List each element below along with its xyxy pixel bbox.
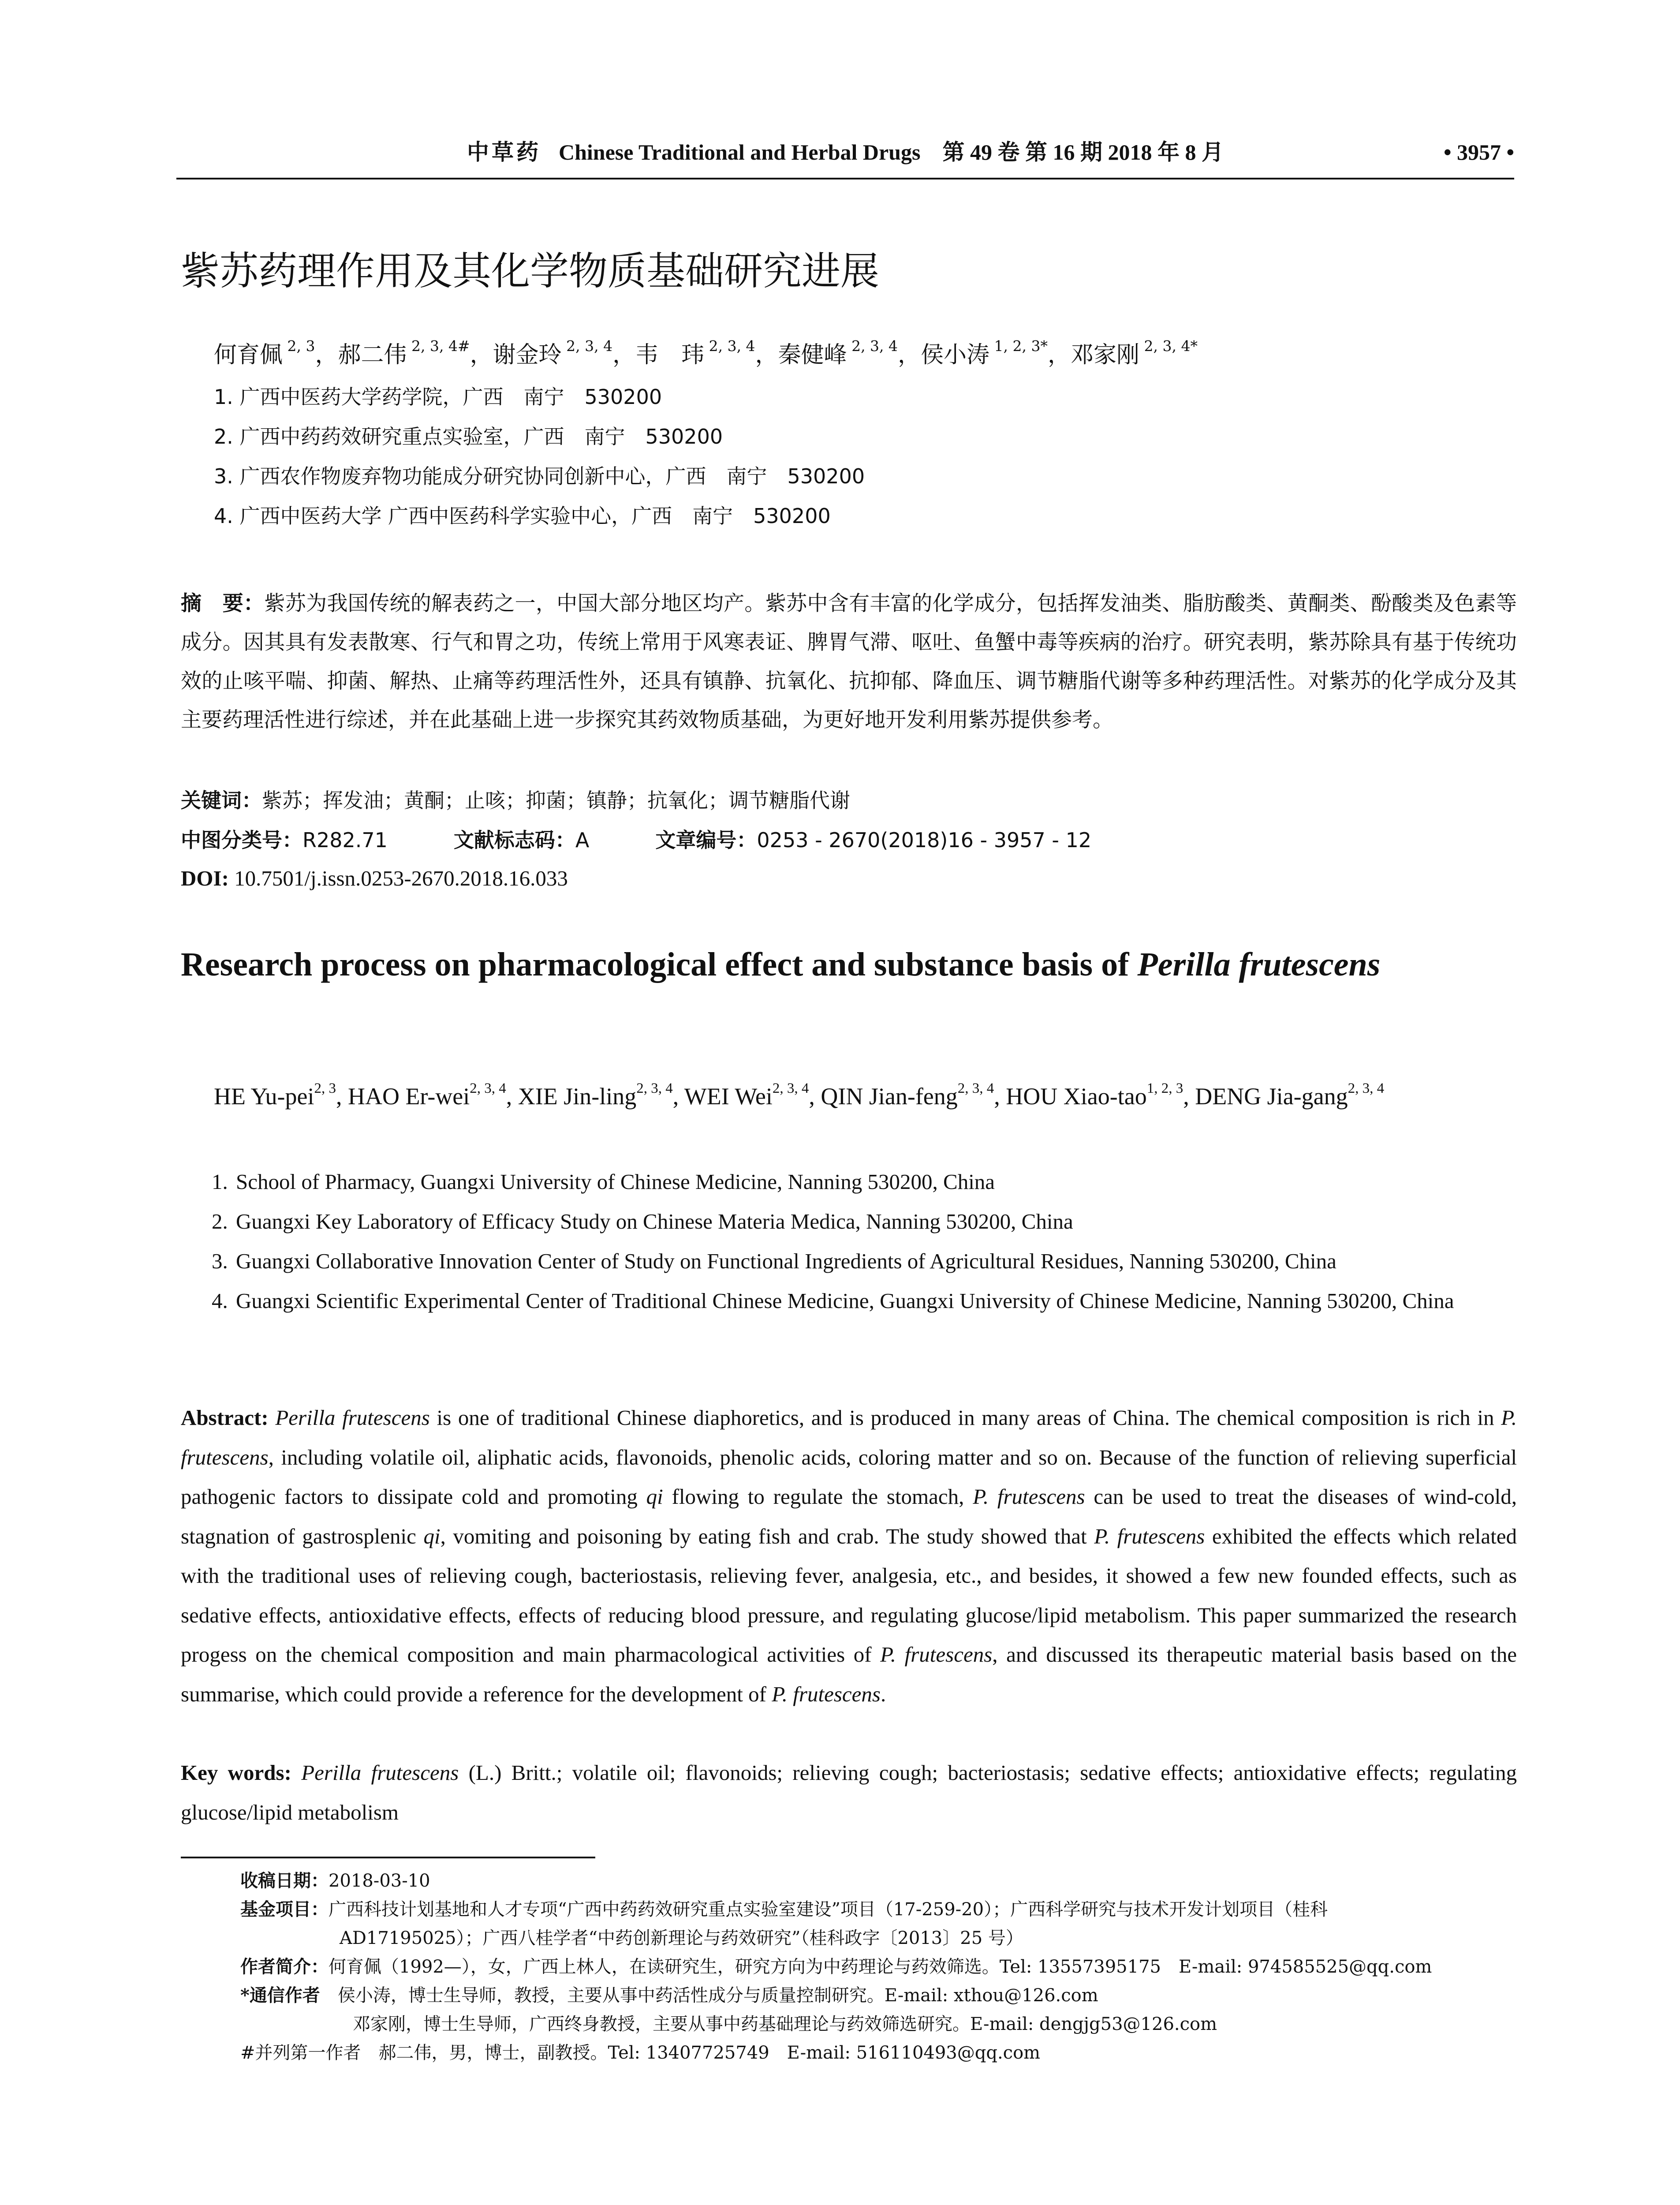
chinese-affiliation-1: 1. 广西中医药大学药学院，广西 南宁 530200 xyxy=(214,385,662,409)
affiliation-text: Guangxi Scientific Experimental Center of Traditional Chinese Medicine, Guangxi University of Chinese Medicine, Nanning 530200, China xyxy=(236,1289,1454,1313)
english-author: HE Yu-pei xyxy=(214,1083,314,1110)
affiliation-text: School of Pharmacy, Guangxi University of Chinese Medicine, Nanning 530200, China xyxy=(236,1170,995,1194)
fund-line-2: AD17195025）；广西八桂学者“中药创新理论与药效研究”（桂科政字〔2013〕25 号） xyxy=(340,1928,1023,1948)
affiliation-number: 3. xyxy=(212,1249,228,1273)
affiliation-number: 2. xyxy=(212,1209,228,1233)
english-keywords-label: Key words: xyxy=(181,1760,291,1785)
author-affiliation-marker: 1, 2, 3 xyxy=(1146,1080,1183,1096)
english-abstract-text xyxy=(181,1405,1517,1706)
english-abstract xyxy=(181,1398,1517,1714)
chinese-author: 谢金玲 xyxy=(493,342,562,368)
clc-value: R282.71 xyxy=(302,828,388,852)
chinese-author: 郝二伟 xyxy=(338,342,407,368)
chinese-author-list: 何育佩 $^{2, 3}$，郝二伟 $^{2, 3, 4\#}$，谢金玲 $^{2, 3, 4}$，韦 玮 $^{2, 3, 4}$，秦健峰 $^{2, 3, 4}$，侯小涛 $^{1, 2, 3*}$，邓家刚 $^{2, 3, 4*}$ xyxy=(214,337,1198,368)
document-code xyxy=(454,827,589,853)
classification-line xyxy=(181,827,1157,853)
author-affiliation-marker: 2, 3, 4* xyxy=(1139,337,1198,355)
abstract-italic-term: qi xyxy=(423,1524,441,1548)
chinese-author: 侯小涛 xyxy=(921,342,990,368)
co-first-author xyxy=(240,2040,1040,2066)
chinese-author: 何育佩 xyxy=(214,342,283,368)
abstract-italic-term: Perilla frutescens xyxy=(275,1405,430,1430)
corresponding-line-1: 侯小涛，博士生导师，教授，主要从事中药活性成分与质量控制研究。E-mail: xthou@126.com xyxy=(337,1985,1098,2006)
co-first-label: #并列第一作者 xyxy=(240,2043,361,2063)
english-title-species: Perilla frutescens xyxy=(1137,946,1381,983)
author-affiliation-marker: 2, 3, 4 xyxy=(772,1080,809,1096)
doi-value: 10.7501/j.issn.0253-2670.2018.16.033 xyxy=(234,866,568,890)
chinese-author: 邓家刚 xyxy=(1071,342,1140,368)
chinese-abstract xyxy=(181,584,1517,740)
clc-label: 中图分类号： xyxy=(181,828,302,852)
doi-line xyxy=(181,865,568,892)
english-author: QIN Jian-feng xyxy=(821,1083,958,1110)
article-number xyxy=(655,827,1091,853)
author-affiliation-marker: 2, 3, 4 xyxy=(1348,1080,1385,1096)
english-author: DENG Jia-gang xyxy=(1195,1083,1348,1110)
footnote-rule xyxy=(181,1857,595,1858)
running-header xyxy=(176,139,1514,179)
english-keywords xyxy=(181,1753,1517,1832)
english-affiliation-3 xyxy=(212,1241,1517,1281)
english-affiliation-4 xyxy=(212,1281,1517,1321)
english-keywords-text: (L.) Britt.; volatile oil; flavonoids; relieving cough; bacteriostasis; sedative effects; antioxidative effects; regulating glucose/lipid metabolism xyxy=(181,1760,1517,1824)
fund-label: 基金项目： xyxy=(240,1899,329,1920)
english-title-main: Research process on pharmacological effect and substance basis of xyxy=(181,946,1138,983)
fund-line-1: 广西科技计划基地和人才专项“广西中药药效研究重点实验室建设”项目（17-259-20）；广西科学研究与技术开发计划项目（桂科 xyxy=(329,1899,1328,1920)
english-author: XIE Jin-ling xyxy=(518,1083,637,1110)
document-code-label: 文献标志码： xyxy=(453,828,575,852)
abstract-text-segment: , vomiting and poisoning by eating fish and crab. The study showed that xyxy=(440,1524,1094,1548)
corresponding-label: *通信作者 xyxy=(240,1985,320,2006)
english-title xyxy=(181,939,1517,990)
received-date xyxy=(240,1868,430,1894)
abstract-text-segment: is one of traditional Chinese diaphoretics, and is produced in many areas of China. The chemical composition is rich in xyxy=(429,1405,1501,1430)
affiliation-text: Guangxi Key Laboratory of Efficacy Study on Chinese Materia Medica, Nanning 530200, China xyxy=(236,1209,1073,1233)
author-affiliation-marker: 1, 2, 3* xyxy=(989,337,1048,355)
english-author: WEI Wei xyxy=(684,1083,773,1110)
journal-name-en: Chinese Traditional and Herbal Drugs xyxy=(559,140,921,164)
author-bio xyxy=(240,1954,1432,1980)
english-author: HAO Er-wei xyxy=(347,1083,470,1110)
chinese-title: 紫苏药理作用及其化学物质基础研究进展 xyxy=(181,248,880,294)
journal-issue: 第 49 卷 第 16 期 2018 年 8 月 xyxy=(942,140,1224,164)
chinese-keywords-label: 关键词： xyxy=(181,789,262,812)
fund-info xyxy=(240,1896,1328,1923)
article-number-value: 0253 - 2670(2018)16 - 3957 - 12 xyxy=(757,828,1092,852)
abstract-text-segment: . xyxy=(880,1682,886,1706)
english-affiliation-1 xyxy=(212,1162,1517,1202)
abstract-italic-term: P. frutescens xyxy=(772,1682,881,1706)
corresponding-author xyxy=(240,1982,1098,2009)
co-first-value: 郝二伟，男，博士，副教授。Tel: 13407725749 E-mail: 516110493@qq.com xyxy=(378,2043,1041,2063)
author-affiliation-marker: 2, 3 xyxy=(283,337,315,355)
chinese-affiliation-3: 3. 广西农作物废弃物功能成分研究协同创新中心，广西 南宁 530200 xyxy=(214,464,865,488)
document-code-value: A xyxy=(575,828,590,852)
article-number-label: 文章编号： xyxy=(655,828,757,852)
english-keywords-species: Perilla frutescens xyxy=(301,1760,459,1785)
affiliation-number: 1. xyxy=(212,1170,228,1194)
chinese-keywords-text: 紫苏；挥发油；黄酮；止咳；抑菌；镇静；抗氧化；调节糖脂代谢 xyxy=(262,789,850,812)
corresponding-line-2: 邓家刚，博士生导师，广西终身教授，主要从事中药基础理论与药效筛选研究。E-mail: dengjg53@126.com xyxy=(353,2014,1217,2034)
abstract-text-segment: , and discussed its therapeutic material basis based on the summarise, which could provide a reference for the development of xyxy=(181,1642,1517,1706)
chinese-author: 秦健峰 xyxy=(778,342,847,368)
chinese-abstract-text: 紫苏为我国传统的解表药之一，中国大部分地区均产。紫苏中含有丰富的化学成分，包括挥发油类、脂肪酸类、黄酮类、酚酸类及色素等成分。因其具有发表散寒、行气和胃之功，传统上常用于风寒表证、脾胃气滞、呕吐、鱼蟹中毒等疾病的治疗。研究表明，紫苏除具有基于传统功效的止咳平喘、抑菌、解热、止痛等药理活性外，还具有镇静、抗氧化、抗抑郁、降血压、调节糖脂代谢等多种药理活性。对紫苏的化学成分及其主要药理活性进行综述，并在此基础上进一步探究其药效物质基础，为更好地开发利用紫苏提供参考。 xyxy=(181,591,1517,732)
chinese-abstract-label: 摘 要： xyxy=(181,591,265,616)
author-affiliation-marker: 2, 3, 4 xyxy=(847,337,898,355)
abstract-italic-term: P. frutescens xyxy=(1094,1524,1205,1548)
author-affiliation-marker: 2, 3, 4 xyxy=(636,1080,673,1096)
author-affiliation-marker: 2, 3, 4 xyxy=(704,337,755,355)
header-rule xyxy=(176,178,1514,179)
abstract-italic-term: P. frutescens xyxy=(880,1642,993,1667)
abstract-italic-term: P. frutescens xyxy=(973,1484,1085,1509)
journal-name-cn: 中草药 xyxy=(467,139,541,165)
author-affiliation-marker: 2, 3, 4 xyxy=(470,1080,506,1096)
abstract-text-segment: exhibited the effects which related with the traditional uses of relieving cough, bacteriostasis, relieving fever, analgesia, etc., and besides, it showed a few new founded effects, such as sedative effects, antioxidative effects, effects of reducing blood pressure, and regulating glucose/lipid metabolism. This paper summarized the research progess on the chemical composition and main pharmacological activities of xyxy=(181,1524,1517,1667)
english-affiliation-2 xyxy=(212,1202,1517,1241)
abstract-text-segment: flowing to regulate the stomach, xyxy=(663,1484,973,1509)
chinese-affiliation-4: 4. 广西中医药大学 广西中医药科学实验中心，广西 南宁 530200 xyxy=(214,504,831,528)
page-number: • 3957 • xyxy=(1443,140,1514,164)
chinese-affiliation-2: 2. 广西中药药效研究重点实验室，广西 南宁 530200 xyxy=(214,425,723,448)
abstract-text-segment: , including volatile oil, aliphatic acids, flavonoids, phenolic acids, coloring matter and so on. Because of the function of relieving superficial pathogenic factors to dissipate cold and promoting xyxy=(181,1445,1517,1509)
english-author: HOU Xiao-tao xyxy=(1006,1083,1147,1110)
clc-number xyxy=(181,827,388,853)
bio-value: 何育佩（1992—），女，广西上林人，在读研究生，研究方向为中药理论与药效筛选。Tel: 13557395175 E-mail: 974585525@qq.com xyxy=(329,1957,1432,1977)
abstract-text-segment: can be used to treat the diseases of wind-cold, stagnation of gastrosplenic xyxy=(181,1484,1517,1548)
abstract-italic-term: qi xyxy=(646,1484,663,1509)
author-affiliation-marker: 2, 3, 4 xyxy=(561,337,613,355)
doi-label: DOI: xyxy=(181,866,229,890)
chinese-keywords xyxy=(181,787,850,814)
english-author-list: HE Yu-pei$^{2, 3}$, HAO Er-wei$^{2, 3, 4}$, XIE Jin-ling$^{2, 3, 4}$, WEI Wei$^{2, 3, 4}$, QIN Jian-feng$^{2, 3, 4}$, HOU Xiao-tao$^{1, 2, 3}$, DENG Jia-gang$^{2, 3, 4}$ xyxy=(214,1080,1385,1110)
author-affiliation-marker: 2, 3, 4 xyxy=(957,1080,994,1096)
author-affiliation-marker: 2, 3, 4# xyxy=(407,337,470,355)
author-affiliation-marker: 2, 3 xyxy=(314,1080,336,1096)
journal-header xyxy=(176,139,1514,165)
chinese-author: 韦 玮 xyxy=(635,342,705,368)
affiliation-number: 4. xyxy=(212,1289,228,1313)
abstract-italic-term: P. frutescens xyxy=(181,1405,1517,1469)
bio-label: 作者简介： xyxy=(240,1956,329,1977)
received-value: 2018-03-10 xyxy=(329,1871,430,1891)
affiliation-text: Guangxi Collaborative Innovation Center of Study on Functional Ingredients of Agricultural Residues, Nanning 530200, China xyxy=(236,1249,1337,1273)
english-abstract-label: Abstract: xyxy=(181,1405,269,1430)
received-label: 收稿日期： xyxy=(240,1870,329,1891)
